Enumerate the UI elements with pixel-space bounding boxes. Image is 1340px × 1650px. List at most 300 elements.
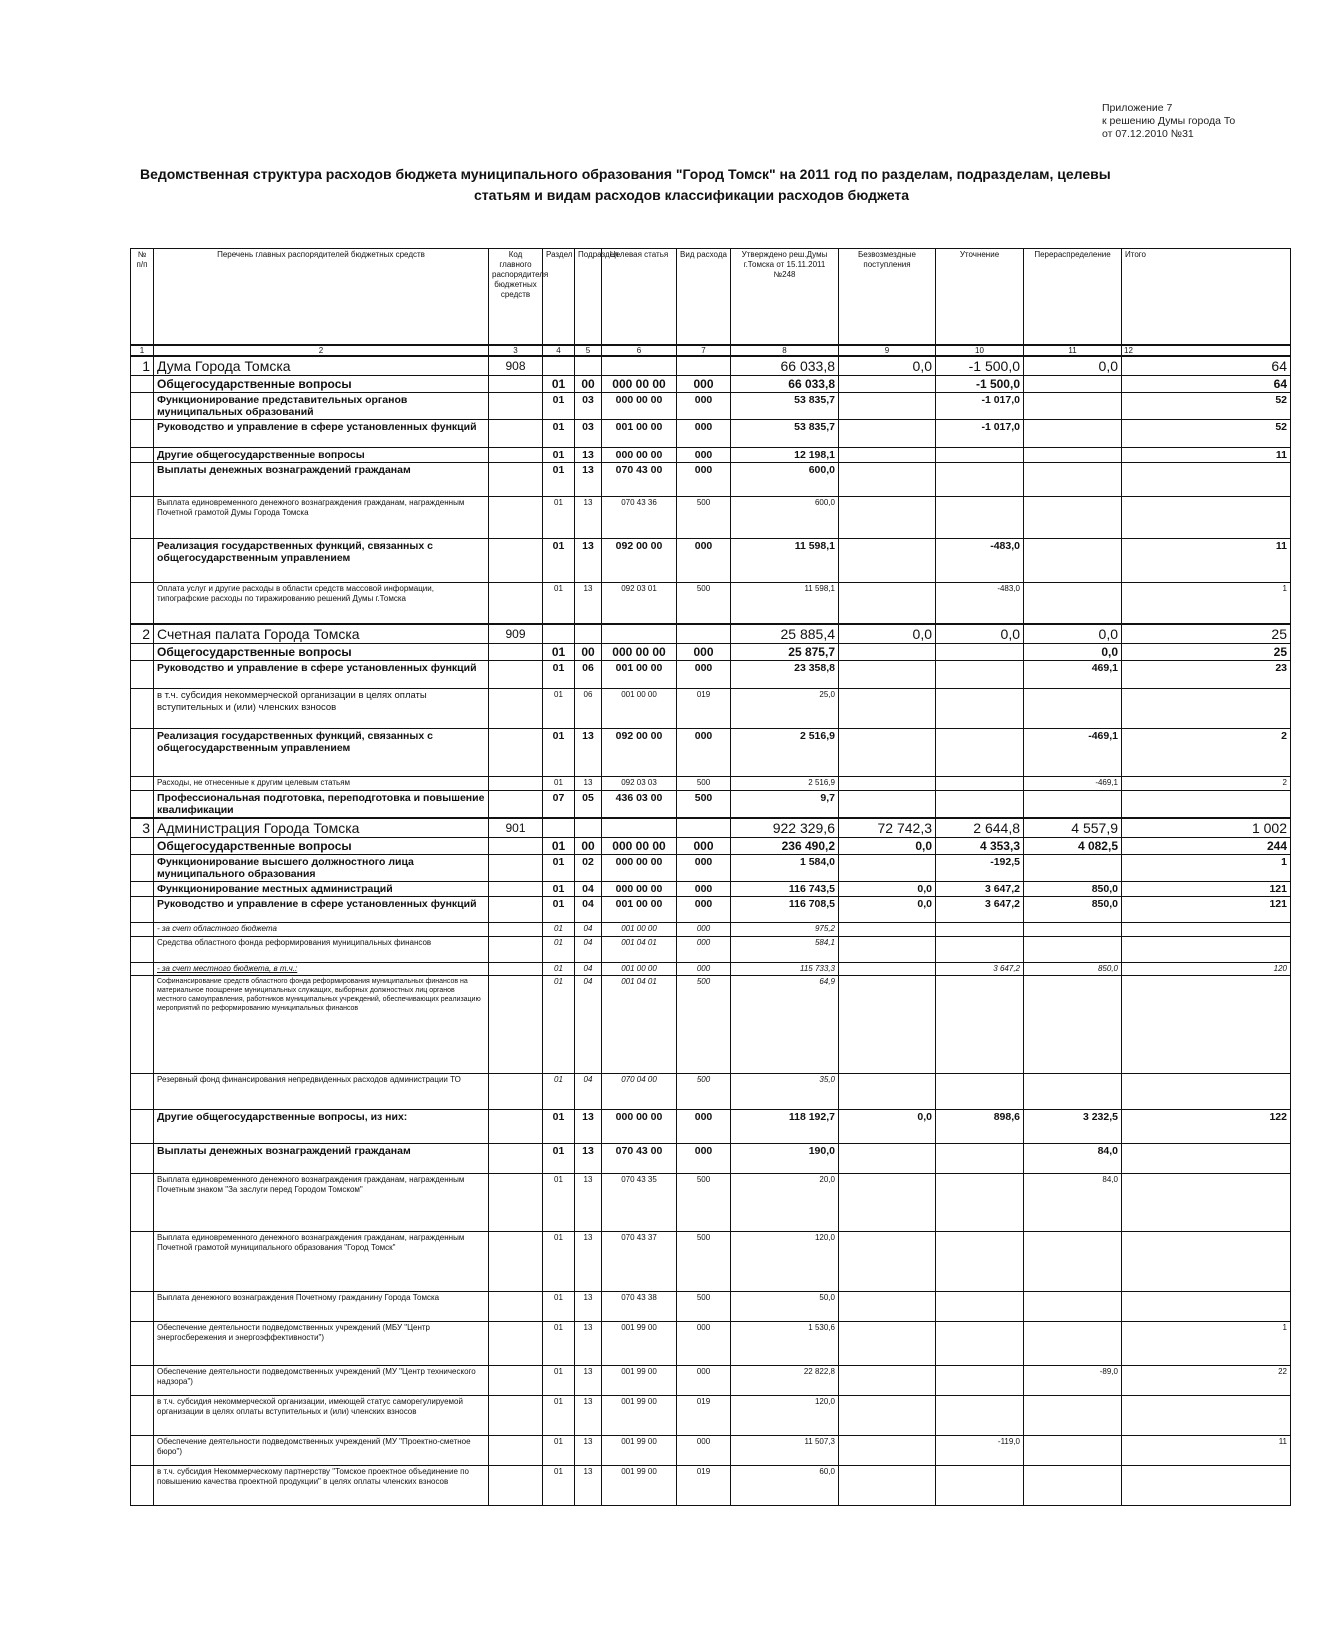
row-approved: 584,1	[731, 937, 839, 963]
row-adjustment: 3 647,2	[936, 963, 1024, 976]
row-adjustment	[936, 937, 1024, 963]
row-target-article: 001 99 00	[602, 1366, 677, 1396]
row-target-article: 000 00 00	[602, 882, 677, 897]
row-target-article: 092 00 00	[602, 729, 677, 777]
table-row	[131, 1436, 1291, 1466]
table-row	[131, 1322, 1291, 1366]
row-number	[131, 419, 154, 447]
row-approved: 25,0	[731, 689, 839, 729]
row-redistribution: 469,1	[1024, 661, 1122, 689]
table-row	[131, 1292, 1291, 1322]
row-code	[489, 897, 543, 923]
row-redistribution: 850,0	[1024, 963, 1122, 976]
row-redistribution: -469,1	[1024, 777, 1122, 791]
row-gratuitous	[839, 777, 936, 791]
row-target-article	[602, 356, 677, 376]
row-name: Резервный фонд финансирования непредвиденных расходов администрации ТО	[154, 1074, 489, 1110]
row-name: Реализация государственных функций, связанных с общегосударственным управлением	[154, 538, 489, 582]
table-row	[131, 1232, 1291, 1292]
row-number	[131, 963, 154, 976]
row-expense-type: 000	[677, 644, 731, 661]
row-number	[131, 462, 154, 496]
row-target-article: 001 00 00	[602, 661, 677, 689]
row-adjustment	[936, 644, 1024, 661]
row-target-article: 001 99 00	[602, 1436, 677, 1466]
row-name: Выплата единовременного денежного вознаграждения гражданам, награжденным Почетной грамотой Думы Города Томска	[154, 496, 489, 538]
row-number	[131, 1074, 154, 1110]
table-row	[131, 1366, 1291, 1396]
row-code	[489, 1292, 543, 1322]
document-title	[140, 164, 1340, 206]
row-podrazdel: 13	[575, 1144, 602, 1174]
row-redistribution	[1024, 1436, 1122, 1466]
row-redistribution	[1024, 855, 1122, 882]
row-podrazdel: 13	[575, 447, 602, 462]
row-name: Функционирование высшего должностного лица муниципального образования	[154, 855, 489, 882]
row-name: - за счет областного бюджета	[154, 923, 489, 937]
row-number	[131, 882, 154, 897]
table-row	[131, 937, 1291, 963]
row-name: Оплата услуг и другие расходы в области средств массовой информации, типографские расходы по тиражированию решений Думы г.Томска	[154, 582, 489, 624]
row-redistribution	[1024, 1074, 1122, 1110]
row-podrazdel	[575, 818, 602, 838]
row-target-article: 070 43 00	[602, 1144, 677, 1174]
appendix-line-1: Приложение 7	[1102, 102, 1173, 114]
row-name: Другие общегосударственные вопросы	[154, 447, 489, 462]
column-number: 12	[1122, 345, 1291, 356]
row-total: 2	[1122, 729, 1291, 777]
row-podrazdel: 02	[575, 855, 602, 882]
header-row	[131, 249, 1291, 345]
row-gratuitous	[839, 462, 936, 496]
row-podrazdel: 00	[575, 375, 602, 392]
row-name: Функционирование представительных органов муниципальных образований	[154, 392, 489, 419]
row-gratuitous	[839, 1466, 936, 1506]
row-gratuitous	[839, 937, 936, 963]
row-gratuitous	[839, 1322, 936, 1366]
row-code	[489, 419, 543, 447]
row-code	[489, 976, 543, 1074]
table-row	[131, 447, 1291, 462]
row-expense-type: 000	[677, 538, 731, 582]
row-adjustment	[936, 923, 1024, 937]
row-approved: 2 516,9	[731, 729, 839, 777]
row-gratuitous	[839, 419, 936, 447]
row-number	[131, 855, 154, 882]
row-approved: 25 875,7	[731, 644, 839, 661]
row-podrazdel: 13	[575, 1436, 602, 1466]
row-gratuitous	[839, 1232, 936, 1292]
row-name: Профессиональная подготовка, переподготовка и повышение квалификации	[154, 791, 489, 819]
row-expense-type: 000	[677, 1110, 731, 1144]
row-approved: 9,7	[731, 791, 839, 819]
row-expense-type: 000	[677, 375, 731, 392]
row-redistribution: 0,0	[1024, 644, 1122, 661]
row-total: 1	[1122, 855, 1291, 882]
row-podrazdel: 13	[575, 1174, 602, 1232]
row-approved: 922 329,6	[731, 818, 839, 838]
row-podrazdel	[575, 356, 602, 376]
row-expense-type: 000	[677, 419, 731, 447]
row-expense-type: 500	[677, 496, 731, 538]
row-adjustment: 4 353,3	[936, 838, 1024, 855]
table-row	[131, 1174, 1291, 1232]
row-expense-type: 000	[677, 1366, 731, 1396]
row-total: 25	[1122, 624, 1291, 644]
row-code	[489, 1322, 543, 1366]
row-podrazdel: 04	[575, 882, 602, 897]
row-razdel: 01	[543, 897, 575, 923]
row-redistribution: 84,0	[1024, 1144, 1122, 1174]
row-expense-type: 500	[677, 1292, 731, 1322]
row-podrazdel: 04	[575, 976, 602, 1074]
table-row	[131, 462, 1291, 496]
row-total: 64	[1122, 356, 1291, 376]
row-approved: 236 490,2	[731, 838, 839, 855]
table-row	[131, 1074, 1291, 1110]
row-podrazdel: 04	[575, 963, 602, 976]
row-number	[131, 1174, 154, 1232]
row-approved: 115 733,3	[731, 963, 839, 976]
row-razdel: 01	[543, 1322, 575, 1366]
row-gratuitous	[839, 661, 936, 689]
row-total	[1122, 689, 1291, 729]
row-target-article: 001 00 00	[602, 897, 677, 923]
table-row	[131, 963, 1291, 976]
row-approved: 600,0	[731, 462, 839, 496]
row-podrazdel: 06	[575, 689, 602, 729]
row-number	[131, 1466, 154, 1506]
row-total: 52	[1122, 419, 1291, 447]
row-approved: 2 516,9	[731, 777, 839, 791]
row-total	[1122, 1144, 1291, 1174]
row-total	[1122, 937, 1291, 963]
row-expense-type: 000	[677, 1322, 731, 1366]
row-expense-type: 000	[677, 838, 731, 855]
row-gratuitous	[839, 496, 936, 538]
row-total: 11	[1122, 538, 1291, 582]
row-total	[1122, 1174, 1291, 1232]
row-approved: 66 033,8	[731, 375, 839, 392]
row-number	[131, 1322, 154, 1366]
row-razdel: 01	[543, 538, 575, 582]
row-target-article: 001 00 00	[602, 689, 677, 729]
row-redistribution: 850,0	[1024, 897, 1122, 923]
row-expense-type: 000	[677, 392, 731, 419]
row-gratuitous	[839, 1144, 936, 1174]
row-number	[131, 644, 154, 661]
column-number-row	[131, 345, 1291, 356]
row-razdel: 01	[543, 882, 575, 897]
row-number	[131, 661, 154, 689]
row-razdel: 01	[543, 855, 575, 882]
column-number: 8	[731, 345, 839, 356]
row-number: 3	[131, 818, 154, 838]
table-row	[131, 976, 1291, 1074]
row-total: 64	[1122, 375, 1291, 392]
row-name: Софинансирование средств областного фонда реформирования муниципальных финансов на материальное поощрение муниципальных служащих, выборных должностных лиц органов местного самоуправления, работников муниципальных учреждений, обеспечивающих реализацию мероприятий по реформированию муниципальных финансов	[154, 976, 489, 1074]
row-podrazdel: 00	[575, 644, 602, 661]
row-razdel: 01	[543, 1110, 575, 1144]
row-approved: 23 358,8	[731, 661, 839, 689]
row-gratuitous	[839, 1292, 936, 1322]
title-line-2: статьям и видам расходов классификации расходов бюджета	[474, 187, 909, 203]
row-podrazdel: 13	[575, 777, 602, 791]
row-gratuitous: 0,0	[839, 1110, 936, 1144]
row-razdel: 01	[543, 1366, 575, 1396]
row-target-article: 000 00 00	[602, 392, 677, 419]
row-total	[1122, 1466, 1291, 1506]
row-expense-type	[677, 818, 731, 838]
row-razdel	[543, 624, 575, 644]
row-target-article: 070 04 00	[602, 1074, 677, 1110]
table-row	[131, 818, 1291, 838]
row-redistribution	[1024, 419, 1122, 447]
row-name: - за счет местного бюджета, в т.ч.:	[154, 963, 489, 976]
row-razdel: 01	[543, 661, 575, 689]
row-name: Общегосударственные вопросы	[154, 838, 489, 855]
row-total: 244	[1122, 838, 1291, 855]
row-target-article: 001 99 00	[602, 1322, 677, 1366]
row-code	[489, 963, 543, 976]
row-code	[489, 689, 543, 729]
row-number	[131, 538, 154, 582]
row-razdel: 01	[543, 937, 575, 963]
row-razdel	[543, 818, 575, 838]
row-name: в т.ч. субсидия некоммерческой организации, имеющей статус саморегулируемой организации в целях оплаты вступительных и (или) членских взносов	[154, 1396, 489, 1436]
row-number	[131, 582, 154, 624]
row-target-article: 070 43 37	[602, 1232, 677, 1292]
row-gratuitous	[839, 855, 936, 882]
table-row	[131, 855, 1291, 882]
row-total: 122	[1122, 1110, 1291, 1144]
row-approved: 11 598,1	[731, 538, 839, 582]
row-total	[1122, 1074, 1291, 1110]
row-redistribution	[1024, 1322, 1122, 1366]
row-adjustment: -1 500,0	[936, 375, 1024, 392]
row-redistribution: 850,0	[1024, 882, 1122, 897]
header-cell: Подраздел	[575, 249, 602, 345]
row-name: Расходы, не отнесенные к другим целевым статьям	[154, 777, 489, 791]
row-number	[131, 937, 154, 963]
row-number	[131, 838, 154, 855]
row-gratuitous	[839, 1436, 936, 1466]
row-total: 1	[1122, 1322, 1291, 1366]
row-approved: 600,0	[731, 496, 839, 538]
table-row	[131, 1396, 1291, 1436]
column-number: 1	[131, 345, 154, 356]
row-target-article	[602, 818, 677, 838]
row-expense-type: 500	[677, 976, 731, 1074]
row-razdel: 01	[543, 644, 575, 661]
row-podrazdel: 05	[575, 791, 602, 819]
row-number	[131, 976, 154, 1074]
row-target-article: 000 00 00	[602, 447, 677, 462]
row-approved: 11 598,1	[731, 582, 839, 624]
row-podrazdel: 03	[575, 392, 602, 419]
row-approved: 975,2	[731, 923, 839, 937]
row-adjustment	[936, 447, 1024, 462]
row-gratuitous	[839, 791, 936, 819]
row-adjustment	[936, 496, 1024, 538]
row-code: 909	[489, 624, 543, 644]
row-redistribution: 0,0	[1024, 356, 1122, 376]
column-number: 10	[936, 345, 1024, 356]
row-code	[489, 838, 543, 855]
row-code	[489, 791, 543, 819]
row-razdel: 07	[543, 791, 575, 819]
header-cell: Уточнение	[936, 249, 1024, 345]
row-total: 11	[1122, 447, 1291, 462]
header-cell: Вид расхода	[677, 249, 731, 345]
row-redistribution	[1024, 937, 1122, 963]
row-code	[489, 1436, 543, 1466]
table-row	[131, 897, 1291, 923]
row-gratuitous	[839, 375, 936, 392]
table-row	[131, 923, 1291, 937]
row-expense-type: 000	[677, 661, 731, 689]
row-number	[131, 1436, 154, 1466]
row-total: 1	[1122, 582, 1291, 624]
row-total	[1122, 496, 1291, 538]
row-target-article: 000 00 00	[602, 1110, 677, 1144]
row-expense-type: 019	[677, 689, 731, 729]
row-target-article: 092 00 00	[602, 538, 677, 582]
header-cell: Утверждено реш.Думы г.Томска от 15.11.2011 №248	[731, 249, 839, 345]
row-number	[131, 1366, 154, 1396]
column-number: 6	[602, 345, 677, 356]
row-adjustment: 3 647,2	[936, 882, 1024, 897]
row-approved: 118 192,7	[731, 1110, 839, 1144]
row-name: Выплата денежного вознаграждения Почетному гражданину Города Томска	[154, 1292, 489, 1322]
row-razdel: 01	[543, 447, 575, 462]
row-code	[489, 1366, 543, 1396]
row-adjustment	[936, 1074, 1024, 1110]
row-redistribution	[1024, 462, 1122, 496]
row-adjustment	[936, 729, 1024, 777]
row-podrazdel: 13	[575, 582, 602, 624]
row-gratuitous	[839, 1396, 936, 1436]
row-podrazdel: 13	[575, 729, 602, 777]
row-podrazdel: 04	[575, 1074, 602, 1110]
row-approved: 53 835,7	[731, 419, 839, 447]
row-gratuitous: 0,0	[839, 356, 936, 376]
row-razdel: 01	[543, 419, 575, 447]
row-razdel: 01	[543, 582, 575, 624]
table-row	[131, 419, 1291, 447]
row-podrazdel: 03	[575, 419, 602, 447]
row-adjustment	[936, 1174, 1024, 1232]
table-row	[131, 644, 1291, 661]
row-name: Общегосударственные вопросы	[154, 375, 489, 392]
row-name: Руководство и управление в сфере установленных функций	[154, 661, 489, 689]
row-approved: 25 885,4	[731, 624, 839, 644]
row-razdel: 01	[543, 1292, 575, 1322]
row-code	[489, 855, 543, 882]
row-podrazdel: 04	[575, 937, 602, 963]
row-number	[131, 1292, 154, 1322]
row-total	[1122, 923, 1291, 937]
row-razdel: 01	[543, 1144, 575, 1174]
row-number	[131, 897, 154, 923]
table-row	[131, 538, 1291, 582]
row-redistribution: 3 232,5	[1024, 1110, 1122, 1144]
row-podrazdel: 13	[575, 538, 602, 582]
row-expense-type: 000	[677, 729, 731, 777]
row-approved: 20,0	[731, 1174, 839, 1232]
row-razdel: 01	[543, 496, 575, 538]
row-approved: 1 530,6	[731, 1322, 839, 1366]
row-total: 11	[1122, 1436, 1291, 1466]
row-name: Выплата единовременного денежного вознаграждения гражданам, награжденным Почетной грамотой муниципального образования "Город Томск"	[154, 1232, 489, 1292]
row-code: 908	[489, 356, 543, 376]
row-total: 121	[1122, 882, 1291, 897]
row-gratuitous: 72 742,3	[839, 818, 936, 838]
row-adjustment: -1 017,0	[936, 392, 1024, 419]
row-name: Обеспечение деятельности подведомственных учреждений (МУ "Проектно-сметное бюро")	[154, 1436, 489, 1466]
row-razdel: 01	[543, 976, 575, 1074]
row-name: Обеспечение деятельности подведомственных учреждений (МБУ "Центр энергосбережения и энергоэффективности")	[154, 1322, 489, 1366]
row-redistribution	[1024, 582, 1122, 624]
row-adjustment: 898,6	[936, 1110, 1024, 1144]
row-gratuitous: 0,0	[839, 897, 936, 923]
row-target-article: 000 00 00	[602, 644, 677, 661]
row-razdel: 01	[543, 963, 575, 976]
row-podrazdel: 13	[575, 1232, 602, 1292]
table-row	[131, 392, 1291, 419]
row-redistribution: 0,0	[1024, 624, 1122, 644]
row-approved: 50,0	[731, 1292, 839, 1322]
row-razdel: 01	[543, 689, 575, 729]
column-number: 2	[154, 345, 489, 356]
row-redistribution	[1024, 791, 1122, 819]
row-target-article: 001 04 01	[602, 937, 677, 963]
row-name: Выплаты денежных вознаграждений гражданам	[154, 462, 489, 496]
row-gratuitous: 0,0	[839, 838, 936, 855]
row-total	[1122, 791, 1291, 819]
row-expense-type: 000	[677, 937, 731, 963]
table-row	[131, 777, 1291, 791]
row-podrazdel: 00	[575, 838, 602, 855]
row-approved: 116 708,5	[731, 897, 839, 923]
row-approved: 11 507,3	[731, 1436, 839, 1466]
row-approved: 120,0	[731, 1396, 839, 1436]
row-redistribution	[1024, 496, 1122, 538]
column-number: 7	[677, 345, 731, 356]
row-redistribution	[1024, 1232, 1122, 1292]
row-podrazdel: 13	[575, 1110, 602, 1144]
row-redistribution	[1024, 923, 1122, 937]
row-code: 901	[489, 818, 543, 838]
row-target-article: 001 00 00	[602, 923, 677, 937]
row-target-article: 001 00 00	[602, 419, 677, 447]
row-code	[489, 1174, 543, 1232]
row-redistribution	[1024, 375, 1122, 392]
header-cell: № п/п	[131, 249, 154, 345]
row-podrazdel: 13	[575, 1366, 602, 1396]
row-gratuitous: 0,0	[839, 882, 936, 897]
row-expense-type: 019	[677, 1396, 731, 1436]
row-razdel: 01	[543, 923, 575, 937]
row-adjustment: -483,0	[936, 538, 1024, 582]
row-total	[1122, 1232, 1291, 1292]
row-number	[131, 392, 154, 419]
row-expense-type: 500	[677, 1232, 731, 1292]
row-name: Руководство и управление в сфере установленных функций	[154, 897, 489, 923]
header-cell: Перечень главных распорядителей бюджетных средств	[154, 249, 489, 345]
table-row	[131, 375, 1291, 392]
row-number: 2	[131, 624, 154, 644]
